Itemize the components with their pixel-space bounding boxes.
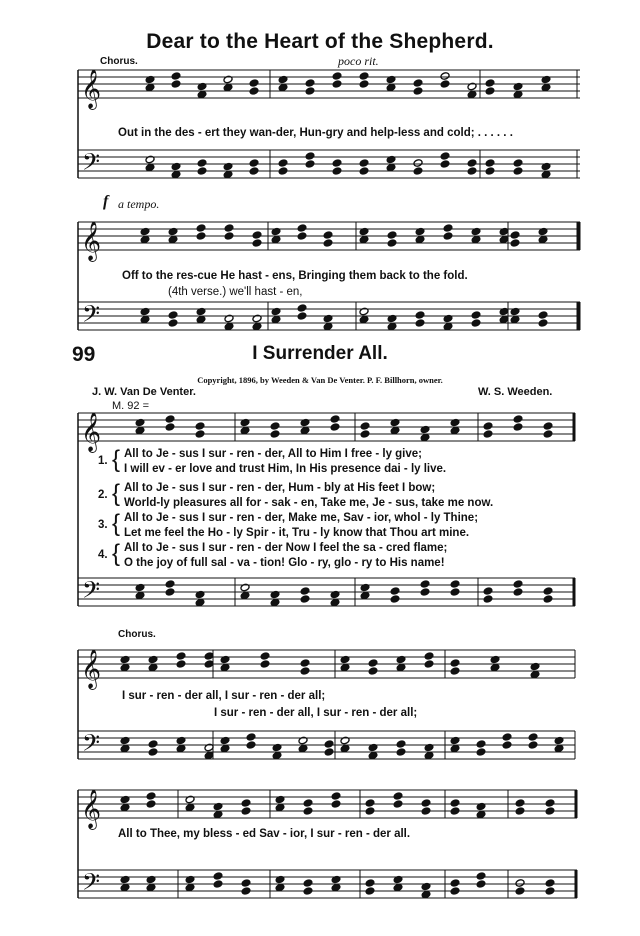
verse-number: 3.: [98, 519, 108, 531]
svg-text:𝄞: 𝄞: [81, 221, 102, 261]
verse-number: 1.: [98, 455, 108, 467]
svg-text:𝄢: 𝄢: [82, 729, 101, 762]
verse-line-b: O the joy of full sal - va - tion! Glo - ry, glo - ry to His name!: [124, 557, 445, 569]
hymn2-title: I Surrender All.: [252, 343, 388, 364]
hymn2-chorus-label: Chorus.: [118, 629, 156, 640]
hymn2-chorus-line-3: All to Thee, my bless - ed Sav - ior, I sur - ren - der all.: [118, 828, 411, 840]
verse-brace: {: [112, 446, 121, 473]
verse-number: 4.: [98, 549, 108, 561]
svg-text:𝄞: 𝄞: [81, 412, 102, 452]
verse-brace: {: [112, 510, 121, 537]
verse-line-b: World-ly pleasures all for - sak - en, Take me, Je - sus, take me now.: [124, 497, 494, 509]
hymn1-tempo-a-tempo: a tempo.: [118, 197, 160, 211]
svg-text:𝄢: 𝄢: [82, 576, 101, 609]
svg-text:𝄢: 𝄢: [82, 868, 101, 901]
hymn2-chorus-line-2: I sur - ren - der all, I sur - ren - der all;: [214, 707, 418, 719]
svg-text:𝄢: 𝄢: [82, 300, 101, 333]
svg-text:𝄞: 𝄞: [81, 789, 102, 829]
hymn2-metronome: M. 92 =: [112, 400, 149, 412]
hymn1-dynamic-forte: f: [103, 193, 109, 210]
verse-brace: {: [112, 480, 121, 507]
hymn2-composer: W. S. Weeden.: [478, 386, 553, 398]
verse-number: 2.: [98, 489, 108, 501]
verse-line-a: All to Je - sus I sur - ren - der, Make me, Sav - ior, whol - ly Thine;: [124, 512, 479, 524]
svg-text:𝄢: 𝄢: [82, 148, 101, 181]
verse-line-b: Let me feel the Ho - ly Spir - it, Tru - ly know that Thou art mine.: [124, 527, 470, 539]
verse-line-a: All to Je - sus I sur - ren - der, All to Him I free - ly give;: [124, 448, 423, 460]
verse-line-b: I will ev - er love and trust Him, In His presence dai - ly live.: [124, 463, 447, 475]
hymn2-number: 99: [72, 343, 96, 366]
hymn1-lyric-line-2: Off to the res-cue He hast - ens, Bringing them back to the fold.: [122, 270, 468, 282]
hymn2-author: J. W. Van De Venter.: [92, 386, 196, 398]
verse-brace: {: [112, 540, 121, 567]
hymn1-title: Dear to the Heart of the Shepherd.: [146, 30, 494, 53]
hymn1-lyric-line-3: (4th verse.) we'll hast - en,: [168, 286, 303, 298]
svg-text:𝄞: 𝄞: [81, 649, 102, 689]
hymn2-chorus-line-1: I sur - ren - der all, I sur - ren - der all;: [122, 690, 326, 702]
verse-line-a: All to Je - sus I sur - ren - der Now I feel the sa - cred flame;: [124, 542, 448, 554]
hymn2-copyright: Copyright, 1896, by Weeden & Van De Venter. P. F. Billhorn, owner.: [197, 375, 443, 385]
hymn1-chorus-label: Chorus.: [100, 56, 138, 67]
hymn1-lyric-line-1: Out in the des - ert they wan-der, Hun-gry and help-less and cold; . . . . . .: [118, 127, 513, 139]
hymn1-tempo-poco-rit: poco rit.: [338, 54, 379, 68]
svg-text:𝄞: 𝄞: [81, 69, 102, 109]
verse-line-a: All to Je - sus I sur - ren - der, Hum - bly at His feet I bow;: [124, 482, 436, 494]
